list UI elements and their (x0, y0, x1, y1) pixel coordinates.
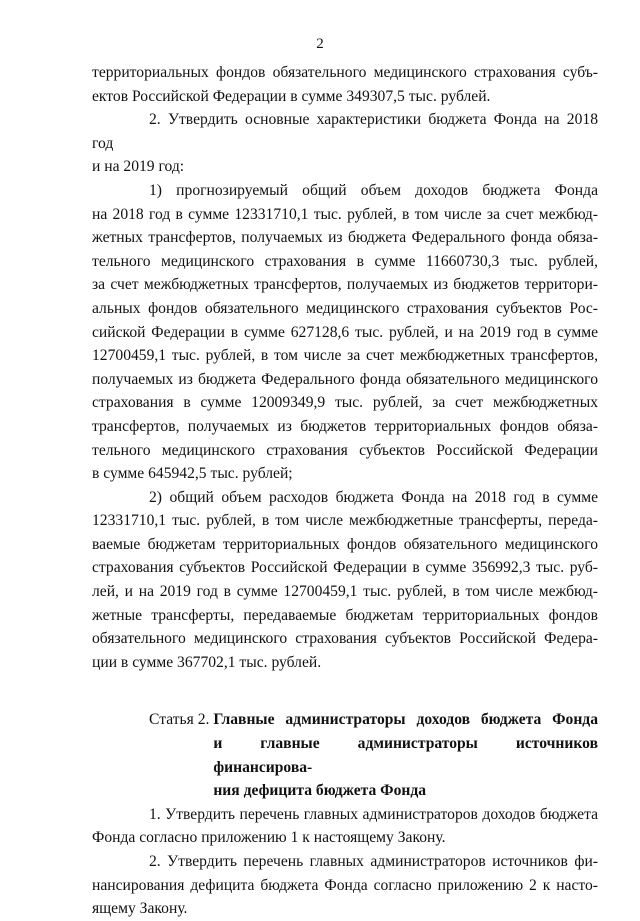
text-line: на 2018 год в сумме 12331710,1 тыс. рублей, в том числе за счет межбюд- (92, 205, 598, 223)
text-line: ящему Закону. (92, 900, 188, 918)
article-title-line: ния дефицита бюджета Фонда (213, 782, 427, 800)
paragraph-item-2 (92, 108, 598, 179)
article-heading (92, 708, 598, 802)
text-line: за счет межбюджетных трансфертов, получаемых из бюджетов территори- (92, 276, 598, 294)
text-line: 12700459,1 тыс. рублей, в том числе за счет межбюджетных трансфертов, (92, 347, 598, 365)
text-line: тельного медицинского страхования в сумме 11660730,3 тыс. рублей, (92, 252, 598, 270)
text-line: ваемые бюджетам территориальных фондов обязательного медицинского (92, 535, 598, 553)
paragraph-subitem-1 (92, 179, 598, 486)
paragraph-subitem-2 (92, 486, 598, 675)
text-line: страхования субъектов Российской Федерации в сумме 356992,3 тыс. руб- (92, 559, 598, 577)
text-line: 2. Утвердить основные характеристики бюджета Фонда на 2018 год (92, 111, 598, 152)
article-title (213, 708, 598, 802)
text-line: территориальных фондов обязательного медицинского страхования субъ- (92, 64, 598, 81)
article-title-line: Главные администраторы доходов бюджета Фонда (213, 711, 598, 729)
text-line: и на 2019 год: (92, 158, 185, 176)
text-line: страхования в сумме 12009349,9 тыс. рублей, за счет межбюджетных (92, 394, 598, 412)
text-line: жетных трансфертов, получаемых из бюджета Федерального фонда обяза- (92, 229, 598, 247)
article-paragraph-1 (92, 803, 598, 850)
text-line: трансфертов, получаемых из бюджетов территориальных фондов обяза- (92, 417, 598, 435)
text-line: лей, и на 2019 год в сумме 12700459,1 тыс. рублей, в том числе межбюд- (92, 583, 598, 601)
text-line: сийской Федерации в сумме 627128,6 тыс. рублей, и на 2019 год в сумме (92, 323, 598, 341)
text-line: ектов Российской Федерации в сумме 349307,5 тыс. рублей. (92, 87, 491, 105)
paragraph-continuation (92, 61, 598, 108)
text-line: 12331710,1 тыс. рублей, в том числе межбюджетные трансферты, переда- (92, 512, 598, 530)
article-label: Статья 2. (149, 711, 214, 729)
text-line: 2) общий объем расходов бюджета Фонда на 2018 год в сумме (149, 488, 598, 506)
text-line: в сумме 645942,5 тыс. рублей; (92, 465, 293, 483)
text-line: жетные трансферты, передаваемые бюджетам территориальных фондов (92, 606, 598, 624)
text-line: получаемых из бюджета Федерального фонда обязательного медицинского (92, 370, 598, 388)
text-line: 2. Утвердить перечень главных администраторов источников фи- (149, 853, 598, 870)
text-line: 1. Утвердить перечень главных администраторов доходов бюджета (149, 805, 598, 823)
text-line: альных фондов обязательного медицинского страхования субъектов Рос- (92, 299, 598, 317)
text-line: ции в сумме 367702,1 тыс. рублей. (92, 653, 322, 671)
text-line: нансирования дефицита бюджета Фонда согласно приложению 2 к насто- (92, 876, 598, 894)
article-paragraph-2 (92, 850, 598, 921)
document-body (92, 61, 598, 921)
text-line: 1) прогнозируемый общий объем доходов бюджета Фонда (149, 181, 598, 199)
text-line: Фонда согласно приложению 1 к настоящему Закону. (92, 829, 446, 847)
text-line: обязательного медицинского страхования субъектов Российской Федера- (92, 630, 598, 648)
text-line: тельного медицинского страхования субъектов Российской Федерации (92, 441, 598, 459)
page-number: 2 (316, 36, 324, 52)
article-title-line: и главные администраторы источников финансирова- (213, 735, 598, 776)
